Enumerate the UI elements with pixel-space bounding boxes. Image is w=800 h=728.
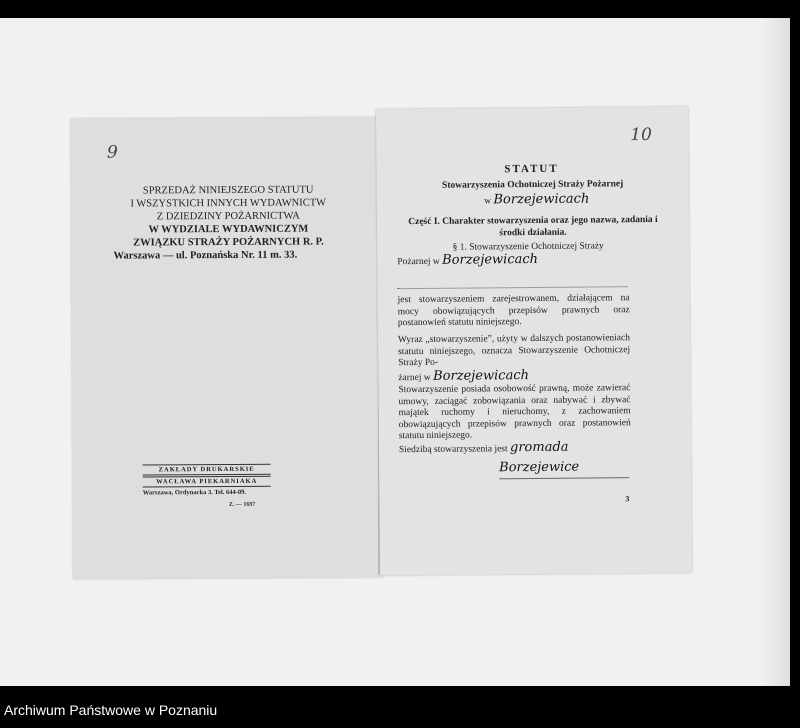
printer-imprint (143, 464, 271, 497)
dotted-line (398, 285, 628, 289)
sales-notice (113, 183, 343, 262)
sales-line: W WYDZIALE WYDAWNICZYM (148, 223, 309, 236)
archive-footer (0, 690, 800, 728)
paragraph-1-location: Pożarnej w Borzejewicach (397, 251, 539, 268)
organization-name: Stowarzyszenia Ochotniczej Straży Pożarnej (441, 179, 624, 191)
seat-paragraph: Siedzibą stowarzyszenia jest gromada (398, 439, 569, 456)
body-paragraph-location: żarnej w Borzejewicach (398, 368, 530, 384)
sales-line: SPRZEDAŻ NINIEJSZEGO STATUTU (142, 184, 314, 197)
body-paragraph: jest stowarzyszeniem zarejestrowanem, działającem na mocy obowiązujących przepisów prawnych oraz postanowień statutu niniejszego. (397, 293, 630, 329)
sales-line: ZWIĄZKU STRAŻY POŻARNYCH R. P. (133, 236, 324, 249)
sales-line: Z DZIEDZINY POŻARNICTWA (156, 210, 300, 223)
sales-line: Warszawa — ul. Poznańska Nr. 11 m. 33. (113, 249, 298, 262)
right-page (376, 107, 692, 576)
sales-line: I WSZYSTKICH INNYCH WYDAWNICTW (130, 197, 327, 210)
body-paragraph: Wyraz „stowarzyszenie”, użyty w dalszych postanowieniach statutu niniejszego, oznacza Stowarzyszenie Ochotniczej Straży Po- (397, 333, 631, 369)
page-number: 3 (625, 494, 630, 504)
handwritten-location: Borzejewicach (493, 191, 590, 208)
document-title: STATUT (504, 162, 559, 176)
handwritten-location: Borzejewicach (442, 251, 539, 268)
handwritten-seat-location: Borzejewice (499, 459, 580, 476)
organization-location: w Borzejewicach (484, 191, 590, 208)
handwritten-page-number: 10 (630, 124, 652, 146)
body-paragraph: Stowarzyszenie posiada osobowość prawną, może zawierać umowy, zaciągać zobowiązania oraz nabywać i zbywać majątek ruchomy i nieruchomy, z zachowaniem obowiązujących przepisów prawnych oraz postanowień statutu niniejszego. (398, 383, 631, 442)
handwritten-page-number: 9 (106, 142, 118, 163)
printer-address: Warszawa, Ordynacka 3. Tel. 644-09. (142, 488, 247, 497)
left-page (71, 117, 383, 579)
archive-name: Archiwum Państwowe w Poznaniu (4, 702, 218, 718)
print-code: Z. — 1697 (228, 501, 256, 508)
handwritten-location: Borzejewicach (433, 368, 530, 384)
seat-location (499, 461, 639, 476)
printer-owner: WACŁAWA PIEKARNIAKA (143, 476, 271, 488)
paragraph-1-heading: § 1. Stowarzyszenie Ochotniczej Straży (452, 241, 604, 253)
underline-rule (499, 477, 629, 479)
part-heading: Część I. Charakter stowarzyszenia oraz jego nazwa, zadania i środki działania. (408, 214, 658, 238)
printer-name: ZAKŁADY DRUKARSKIE (143, 464, 271, 476)
handwritten-seat-type: gromada (509, 439, 569, 456)
